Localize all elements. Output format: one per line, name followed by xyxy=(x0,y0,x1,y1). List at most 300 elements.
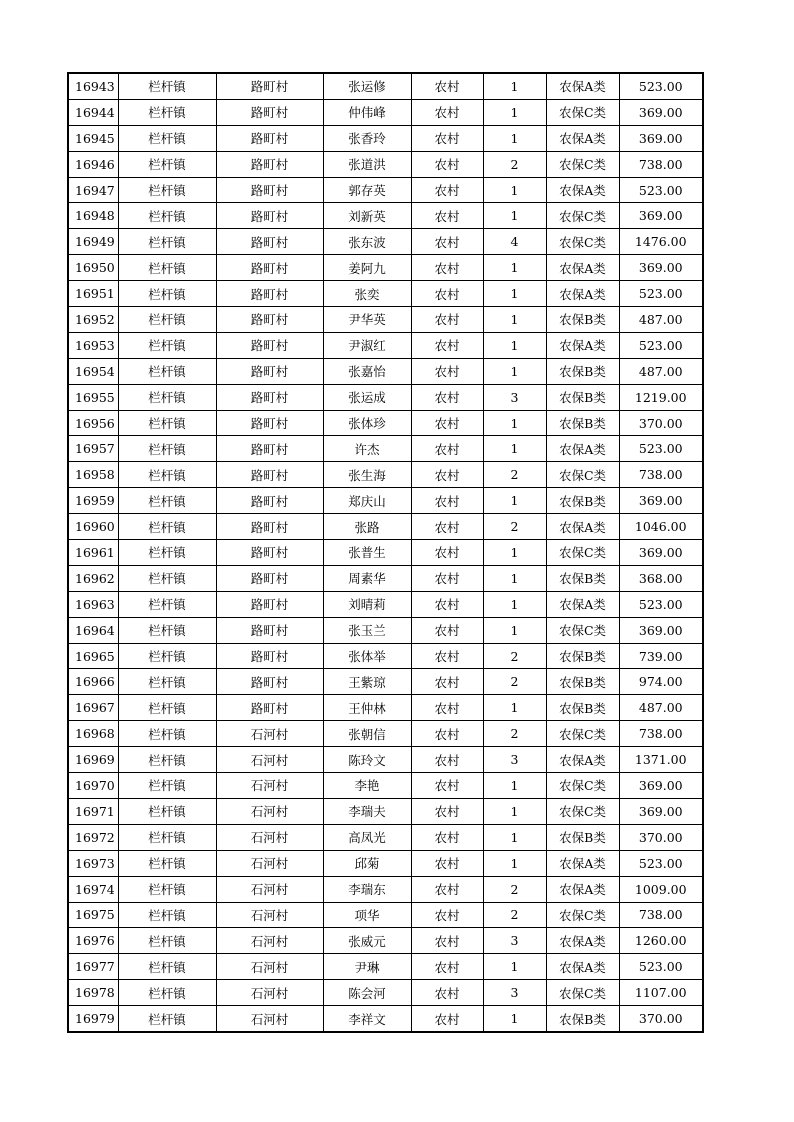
count-cell: 3 xyxy=(483,928,546,954)
amount-cell: 370.00 xyxy=(619,824,703,850)
table-row xyxy=(68,695,703,721)
category-cell: 农保A类 xyxy=(546,591,619,617)
name-cell: 尹琳 xyxy=(323,954,411,980)
serial-number-cell: 16967 xyxy=(68,695,118,721)
town-cell: 栏杆镇 xyxy=(118,980,216,1006)
amount-cell: 369.00 xyxy=(619,488,703,514)
serial-number-cell: 16964 xyxy=(68,617,118,643)
name-cell: 陈会河 xyxy=(323,980,411,1006)
table-row xyxy=(68,307,703,333)
amount-cell: 1009.00 xyxy=(619,876,703,902)
town-cell: 栏杆镇 xyxy=(118,591,216,617)
count-cell: 2 xyxy=(483,669,546,695)
village-cell: 石河村 xyxy=(216,980,323,1006)
village-cell: 路町村 xyxy=(216,669,323,695)
name-cell: 张香玲 xyxy=(323,125,411,151)
town-cell: 栏杆镇 xyxy=(118,177,216,203)
category-cell: 农保B类 xyxy=(546,824,619,850)
count-cell: 2 xyxy=(483,876,546,902)
category-cell: 农保C类 xyxy=(546,203,619,229)
category-cell: 农保A类 xyxy=(546,954,619,980)
type-cell: 农村 xyxy=(411,307,483,333)
type-cell: 农村 xyxy=(411,488,483,514)
town-cell: 栏杆镇 xyxy=(118,281,216,307)
category-cell: 农保A类 xyxy=(546,850,619,876)
category-cell: 农保A类 xyxy=(546,73,619,99)
category-cell: 农保B类 xyxy=(546,488,619,514)
category-cell: 农保A类 xyxy=(546,255,619,281)
type-cell: 农村 xyxy=(411,151,483,177)
count-cell: 1 xyxy=(483,307,546,333)
serial-number-cell: 16955 xyxy=(68,384,118,410)
amount-cell: 369.00 xyxy=(619,798,703,824)
category-cell: 农保A类 xyxy=(546,436,619,462)
count-cell: 2 xyxy=(483,151,546,177)
category-cell: 农保C类 xyxy=(546,99,619,125)
count-cell: 2 xyxy=(483,462,546,488)
type-cell: 农村 xyxy=(411,1006,483,1032)
category-cell: 农保B类 xyxy=(546,384,619,410)
category-cell: 农保B类 xyxy=(546,1006,619,1032)
name-cell: 张体举 xyxy=(323,643,411,669)
serial-number-cell: 16957 xyxy=(68,436,118,462)
table-row xyxy=(68,798,703,824)
name-cell: 张嘉怡 xyxy=(323,358,411,384)
count-cell: 1 xyxy=(483,954,546,980)
amount-cell: 369.00 xyxy=(619,125,703,151)
village-cell: 石河村 xyxy=(216,850,323,876)
town-cell: 栏杆镇 xyxy=(118,695,216,721)
village-cell: 路町村 xyxy=(216,514,323,540)
name-cell: 周素华 xyxy=(323,565,411,591)
table-row xyxy=(68,358,703,384)
count-cell: 1 xyxy=(483,565,546,591)
count-cell: 2 xyxy=(483,643,546,669)
town-cell: 栏杆镇 xyxy=(118,876,216,902)
amount-cell: 369.00 xyxy=(619,773,703,799)
town-cell: 栏杆镇 xyxy=(118,358,216,384)
category-cell: 农保B类 xyxy=(546,565,619,591)
serial-number-cell: 16978 xyxy=(68,980,118,1006)
village-cell: 路町村 xyxy=(216,307,323,333)
village-cell: 路町村 xyxy=(216,384,323,410)
serial-number-cell: 16974 xyxy=(68,876,118,902)
village-cell: 石河村 xyxy=(216,747,323,773)
type-cell: 农村 xyxy=(411,565,483,591)
village-cell: 路町村 xyxy=(216,617,323,643)
amount-cell: 1046.00 xyxy=(619,514,703,540)
town-cell: 栏杆镇 xyxy=(118,203,216,229)
town-cell: 栏杆镇 xyxy=(118,462,216,488)
name-cell: 刘新英 xyxy=(323,203,411,229)
serial-number-cell: 16970 xyxy=(68,773,118,799)
type-cell: 农村 xyxy=(411,462,483,488)
amount-cell: 523.00 xyxy=(619,281,703,307)
name-cell: 张道洪 xyxy=(323,151,411,177)
category-cell: 农保A类 xyxy=(546,125,619,151)
count-cell: 4 xyxy=(483,229,546,255)
village-cell: 路町村 xyxy=(216,358,323,384)
village-cell: 路町村 xyxy=(216,281,323,307)
village-cell: 路町村 xyxy=(216,488,323,514)
count-cell: 1 xyxy=(483,255,546,281)
category-cell: 农保A类 xyxy=(546,332,619,358)
type-cell: 农村 xyxy=(411,281,483,307)
count-cell: 1 xyxy=(483,850,546,876)
category-cell: 农保B类 xyxy=(546,307,619,333)
amount-cell: 1371.00 xyxy=(619,747,703,773)
serial-number-cell: 16943 xyxy=(68,73,118,99)
serial-number-cell: 16944 xyxy=(68,99,118,125)
serial-number-cell: 16960 xyxy=(68,514,118,540)
town-cell: 栏杆镇 xyxy=(118,255,216,281)
category-cell: 农保B类 xyxy=(546,410,619,436)
count-cell: 1 xyxy=(483,1006,546,1032)
type-cell: 农村 xyxy=(411,643,483,669)
type-cell: 农村 xyxy=(411,980,483,1006)
village-cell: 石河村 xyxy=(216,773,323,799)
town-cell: 栏杆镇 xyxy=(118,307,216,333)
count-cell: 1 xyxy=(483,332,546,358)
count-cell: 1 xyxy=(483,99,546,125)
amount-cell: 369.00 xyxy=(619,540,703,566)
town-cell: 栏杆镇 xyxy=(118,824,216,850)
category-cell: 农保A类 xyxy=(546,514,619,540)
name-cell: 张运成 xyxy=(323,384,411,410)
name-cell: 张玉兰 xyxy=(323,617,411,643)
table-row xyxy=(68,540,703,566)
type-cell: 农村 xyxy=(411,850,483,876)
village-cell: 路町村 xyxy=(216,332,323,358)
table-row xyxy=(68,876,703,902)
table-row xyxy=(68,1006,703,1032)
serial-number-cell: 16945 xyxy=(68,125,118,151)
count-cell: 1 xyxy=(483,410,546,436)
amount-cell: 738.00 xyxy=(619,462,703,488)
town-cell: 栏杆镇 xyxy=(118,721,216,747)
type-cell: 农村 xyxy=(411,617,483,643)
serial-number-cell: 16961 xyxy=(68,540,118,566)
category-cell: 农保A类 xyxy=(546,747,619,773)
serial-number-cell: 16977 xyxy=(68,954,118,980)
serial-number-cell: 16971 xyxy=(68,798,118,824)
category-cell: 农保A类 xyxy=(546,281,619,307)
count-cell: 2 xyxy=(483,514,546,540)
table-row xyxy=(68,151,703,177)
amount-cell: 738.00 xyxy=(619,902,703,928)
category-cell: 农保C类 xyxy=(546,540,619,566)
category-cell: 农保C类 xyxy=(546,980,619,1006)
table-row xyxy=(68,980,703,1006)
amount-cell: 523.00 xyxy=(619,177,703,203)
category-cell: 农保C类 xyxy=(546,617,619,643)
type-cell: 农村 xyxy=(411,798,483,824)
category-cell: 农保B类 xyxy=(546,643,619,669)
table-row xyxy=(68,617,703,643)
village-cell: 路町村 xyxy=(216,591,323,617)
name-cell: 李瑞东 xyxy=(323,876,411,902)
category-cell: 农保B类 xyxy=(546,669,619,695)
amount-cell: 738.00 xyxy=(619,721,703,747)
amount-cell: 1260.00 xyxy=(619,928,703,954)
table-row xyxy=(68,747,703,773)
category-cell: 农保C类 xyxy=(546,721,619,747)
town-cell: 栏杆镇 xyxy=(118,747,216,773)
village-cell: 石河村 xyxy=(216,902,323,928)
category-cell: 农保C类 xyxy=(546,229,619,255)
table-row xyxy=(68,488,703,514)
type-cell: 农村 xyxy=(411,824,483,850)
village-cell: 路町村 xyxy=(216,151,323,177)
count-cell: 1 xyxy=(483,358,546,384)
table-row xyxy=(68,332,703,358)
village-cell: 石河村 xyxy=(216,1006,323,1032)
amount-cell: 523.00 xyxy=(619,591,703,617)
amount-cell: 523.00 xyxy=(619,332,703,358)
town-cell: 栏杆镇 xyxy=(118,928,216,954)
name-cell: 张普生 xyxy=(323,540,411,566)
type-cell: 农村 xyxy=(411,928,483,954)
serial-number-cell: 16952 xyxy=(68,307,118,333)
serial-number-cell: 16946 xyxy=(68,151,118,177)
serial-number-cell: 16966 xyxy=(68,669,118,695)
amount-cell: 487.00 xyxy=(619,307,703,333)
count-cell: 2 xyxy=(483,721,546,747)
type-cell: 农村 xyxy=(411,773,483,799)
count-cell: 1 xyxy=(483,773,546,799)
name-cell: 陈玲文 xyxy=(323,747,411,773)
name-cell: 张东波 xyxy=(323,229,411,255)
category-cell: 农保A类 xyxy=(546,876,619,902)
serial-number-cell: 16969 xyxy=(68,747,118,773)
count-cell: 1 xyxy=(483,798,546,824)
category-cell: 农保A类 xyxy=(546,177,619,203)
town-cell: 栏杆镇 xyxy=(118,229,216,255)
town-cell: 栏杆镇 xyxy=(118,332,216,358)
town-cell: 栏杆镇 xyxy=(118,1006,216,1032)
type-cell: 农村 xyxy=(411,332,483,358)
village-cell: 石河村 xyxy=(216,954,323,980)
serial-number-cell: 16959 xyxy=(68,488,118,514)
serial-number-cell: 16953 xyxy=(68,332,118,358)
village-cell: 路町村 xyxy=(216,229,323,255)
type-cell: 农村 xyxy=(411,229,483,255)
count-cell: 2 xyxy=(483,902,546,928)
type-cell: 农村 xyxy=(411,73,483,99)
type-cell: 农村 xyxy=(411,669,483,695)
table-body xyxy=(68,73,703,1032)
name-cell: 王仲林 xyxy=(323,695,411,721)
amount-cell: 523.00 xyxy=(619,954,703,980)
village-cell: 路町村 xyxy=(216,565,323,591)
village-cell: 路町村 xyxy=(216,643,323,669)
count-cell: 3 xyxy=(483,747,546,773)
amount-cell: 523.00 xyxy=(619,436,703,462)
amount-cell: 487.00 xyxy=(619,695,703,721)
name-cell: 张威元 xyxy=(323,928,411,954)
town-cell: 栏杆镇 xyxy=(118,850,216,876)
category-cell: 农保C类 xyxy=(546,151,619,177)
type-cell: 农村 xyxy=(411,954,483,980)
name-cell: 邱菊 xyxy=(323,850,411,876)
type-cell: 农村 xyxy=(411,591,483,617)
category-cell: 农保C类 xyxy=(546,773,619,799)
town-cell: 栏杆镇 xyxy=(118,514,216,540)
category-cell: 农保C类 xyxy=(546,462,619,488)
town-cell: 栏杆镇 xyxy=(118,565,216,591)
table-row xyxy=(68,850,703,876)
table-row xyxy=(68,177,703,203)
name-cell: 姜阿九 xyxy=(323,255,411,281)
table-row xyxy=(68,565,703,591)
amount-cell: 368.00 xyxy=(619,565,703,591)
town-cell: 栏杆镇 xyxy=(118,902,216,928)
town-cell: 栏杆镇 xyxy=(118,151,216,177)
count-cell: 1 xyxy=(483,281,546,307)
village-cell: 路町村 xyxy=(216,99,323,125)
category-cell: 农保A类 xyxy=(546,928,619,954)
table-row xyxy=(68,384,703,410)
serial-number-cell: 16973 xyxy=(68,850,118,876)
amount-cell: 487.00 xyxy=(619,358,703,384)
serial-number-cell: 16948 xyxy=(68,203,118,229)
count-cell: 1 xyxy=(483,824,546,850)
amount-cell: 523.00 xyxy=(619,850,703,876)
serial-number-cell: 16949 xyxy=(68,229,118,255)
type-cell: 农村 xyxy=(411,436,483,462)
amount-cell: 739.00 xyxy=(619,643,703,669)
table-row xyxy=(68,591,703,617)
town-cell: 栏杆镇 xyxy=(118,410,216,436)
type-cell: 农村 xyxy=(411,410,483,436)
count-cell: 1 xyxy=(483,125,546,151)
table-row xyxy=(68,436,703,462)
amount-cell: 738.00 xyxy=(619,151,703,177)
table-row xyxy=(68,773,703,799)
count-cell: 1 xyxy=(483,695,546,721)
type-cell: 农村 xyxy=(411,358,483,384)
serial-number-cell: 16950 xyxy=(68,255,118,281)
serial-number-cell: 16954 xyxy=(68,358,118,384)
category-cell: 农保C类 xyxy=(546,902,619,928)
name-cell: 刘晴莉 xyxy=(323,591,411,617)
village-cell: 路町村 xyxy=(216,695,323,721)
amount-cell: 1476.00 xyxy=(619,229,703,255)
amount-cell: 974.00 xyxy=(619,669,703,695)
village-cell: 路町村 xyxy=(216,462,323,488)
serial-number-cell: 16951 xyxy=(68,281,118,307)
count-cell: 1 xyxy=(483,436,546,462)
table-row xyxy=(68,954,703,980)
serial-number-cell: 16979 xyxy=(68,1006,118,1032)
type-cell: 农村 xyxy=(411,695,483,721)
type-cell: 农村 xyxy=(411,876,483,902)
serial-number-cell: 16958 xyxy=(68,462,118,488)
serial-number-cell: 16962 xyxy=(68,565,118,591)
town-cell: 栏杆镇 xyxy=(118,617,216,643)
table-row xyxy=(68,721,703,747)
table-row xyxy=(68,514,703,540)
serial-number-cell: 16956 xyxy=(68,410,118,436)
table-row xyxy=(68,928,703,954)
count-cell: 1 xyxy=(483,203,546,229)
count-cell: 1 xyxy=(483,540,546,566)
name-cell: 张朝信 xyxy=(323,721,411,747)
category-cell: 农保B类 xyxy=(546,695,619,721)
table-row xyxy=(68,824,703,850)
village-cell: 路町村 xyxy=(216,255,323,281)
name-cell: 郑庆山 xyxy=(323,488,411,514)
name-cell: 张生海 xyxy=(323,462,411,488)
type-cell: 农村 xyxy=(411,902,483,928)
town-cell: 栏杆镇 xyxy=(118,99,216,125)
village-cell: 石河村 xyxy=(216,721,323,747)
type-cell: 农村 xyxy=(411,540,483,566)
count-cell: 1 xyxy=(483,73,546,99)
type-cell: 农村 xyxy=(411,177,483,203)
table-row xyxy=(68,229,703,255)
village-cell: 石河村 xyxy=(216,876,323,902)
name-cell: 张路 xyxy=(323,514,411,540)
amount-cell: 369.00 xyxy=(619,99,703,125)
amount-cell: 370.00 xyxy=(619,1006,703,1032)
type-cell: 农村 xyxy=(411,384,483,410)
name-cell: 项华 xyxy=(323,902,411,928)
serial-number-cell: 16975 xyxy=(68,902,118,928)
category-cell: 农保C类 xyxy=(546,798,619,824)
town-cell: 栏杆镇 xyxy=(118,73,216,99)
village-cell: 路町村 xyxy=(216,410,323,436)
town-cell: 栏杆镇 xyxy=(118,384,216,410)
table-row xyxy=(68,203,703,229)
type-cell: 农村 xyxy=(411,747,483,773)
town-cell: 栏杆镇 xyxy=(118,488,216,514)
count-cell: 1 xyxy=(483,177,546,203)
table-row xyxy=(68,73,703,99)
name-cell: 张奕 xyxy=(323,281,411,307)
town-cell: 栏杆镇 xyxy=(118,125,216,151)
amount-cell: 370.00 xyxy=(619,410,703,436)
name-cell: 尹华英 xyxy=(323,307,411,333)
serial-number-cell: 16972 xyxy=(68,824,118,850)
village-cell: 路町村 xyxy=(216,177,323,203)
name-cell: 李艳 xyxy=(323,773,411,799)
village-cell: 石河村 xyxy=(216,824,323,850)
amount-cell: 1219.00 xyxy=(619,384,703,410)
village-cell: 石河村 xyxy=(216,928,323,954)
town-cell: 栏杆镇 xyxy=(118,436,216,462)
table-row xyxy=(68,410,703,436)
category-cell: 农保B类 xyxy=(546,358,619,384)
amount-cell: 369.00 xyxy=(619,203,703,229)
name-cell: 郭存英 xyxy=(323,177,411,203)
village-cell: 路町村 xyxy=(216,73,323,99)
name-cell: 许杰 xyxy=(323,436,411,462)
town-cell: 栏杆镇 xyxy=(118,643,216,669)
count-cell: 1 xyxy=(483,488,546,514)
town-cell: 栏杆镇 xyxy=(118,798,216,824)
type-cell: 农村 xyxy=(411,721,483,747)
village-cell: 路町村 xyxy=(216,203,323,229)
type-cell: 农村 xyxy=(411,255,483,281)
name-cell: 尹淑红 xyxy=(323,332,411,358)
table-row xyxy=(68,99,703,125)
table-row xyxy=(68,902,703,928)
name-cell: 高凤光 xyxy=(323,824,411,850)
type-cell: 农村 xyxy=(411,203,483,229)
name-cell: 张运修 xyxy=(323,73,411,99)
table-row xyxy=(68,125,703,151)
